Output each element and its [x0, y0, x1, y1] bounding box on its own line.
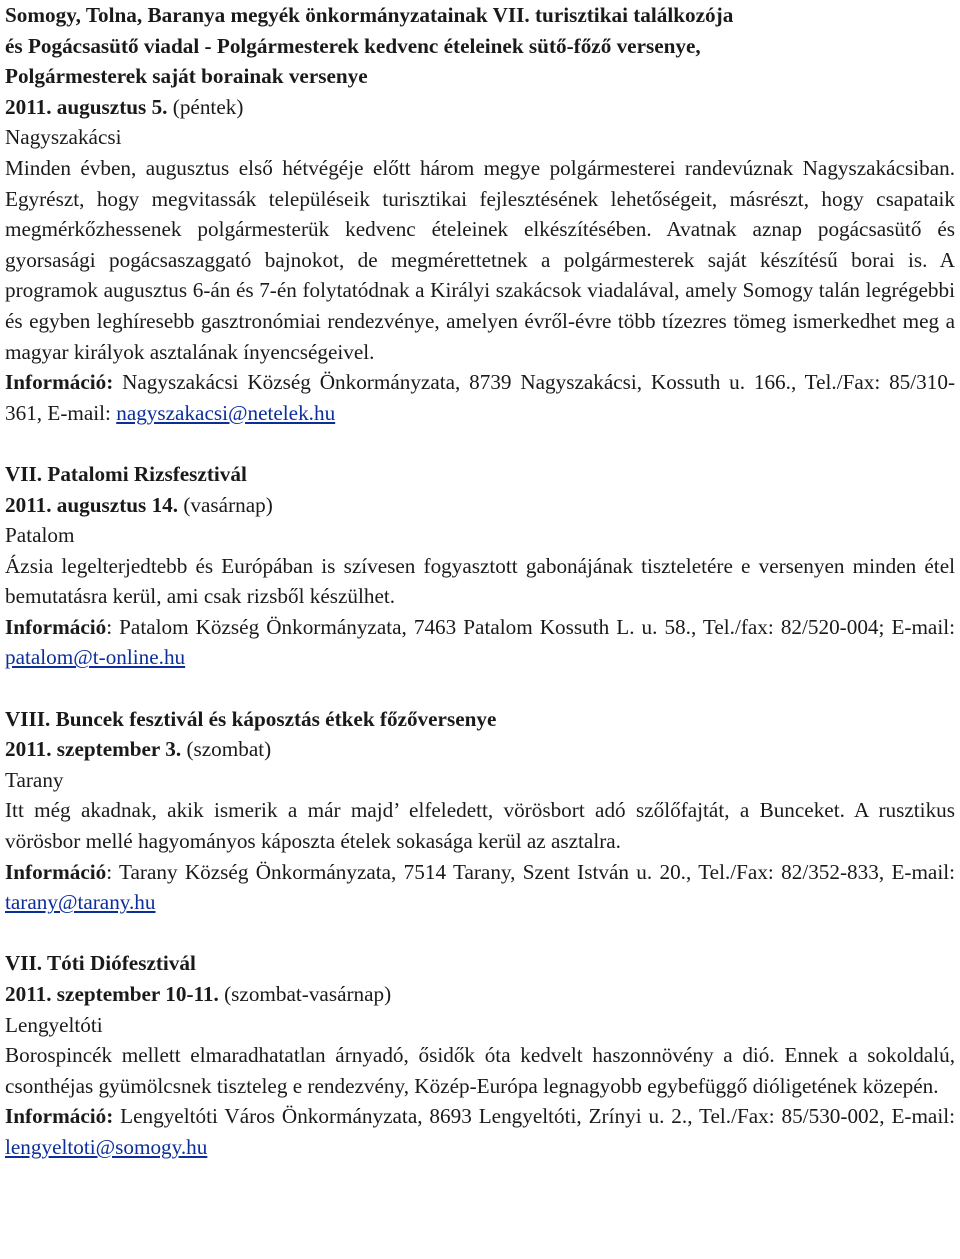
spacer	[5, 918, 955, 949]
event-title: VIII. Buncek fesztivál és káposztás étkek főzőversenye	[5, 706, 497, 731]
event-day: (vasárnap)	[178, 492, 273, 517]
email-link[interactable]: lengyeltoti@somogy.hu	[5, 1134, 208, 1159]
event-day: (péntek)	[167, 94, 244, 119]
event-place: Lengyeltóti	[5, 1012, 103, 1037]
info-label: Információ	[5, 859, 107, 884]
event-date	[5, 734, 955, 765]
event-title: Polgármesterek saját borainak versenye	[5, 64, 368, 89]
email-link[interactable]: nagyszakacsi@netelek.hu	[116, 400, 336, 425]
event-title: VII. Tóti Diófesztivál	[5, 951, 196, 976]
event-date-main: 2011. szeptember 3.	[5, 737, 182, 762]
event-day: (szombat)	[181, 737, 272, 762]
event-place: Tarany	[5, 767, 64, 792]
event-day: (szombat-vasárnap)	[218, 982, 392, 1006]
spacer	[5, 673, 955, 704]
event-info	[5, 857, 955, 918]
event-place: Nagyszakácsi	[5, 125, 122, 150]
event-description: Minden évben, augusztus első hétvégéje előtt három megye polgármesterei randevúznak Nagyszakácsiban. Egyrészt, hogy megvitassák településeik turisztikai fejlesztésének lehetőségeit, másrészt, hogy csapataik megmérkőzhessenek polgármesterük kedvenc ételeinek elkészítésében. Avatnak aznap pogácsasütő és gyorsasági pogácsaszaggató bajnokot, de megmérettetnek a polgármesterek saját készítésű borai is. A programok augusztus 6-án és 7-én folytatódnak a Királyi szakácsok viadalával, amely Somogy talán legrégebbi és egyben leghíresebb gasztronómiai rendezvénye, amelyen évről-évre több tízezres tömeg ismerkedhet meg a magyar királyok asztalának ínyencségeivel.	[5, 155, 955, 364]
event-description: Ázsia legelterjedtebb és Európában is szívesen fogyasztott gabonájának tiszteletére e versenyen minden étel bemutatásra kerül, ami csak rizsből készülhet.	[5, 553, 955, 609]
event-date-main: 2011. szeptember 10-11.	[5, 982, 219, 1006]
spacer	[5, 428, 955, 459]
info-label: Információ:	[5, 370, 114, 395]
event-title: és Pogácsasütő viadal - Polgármesterek kedvenc ételeinek sütő-főző versenye,	[5, 33, 701, 58]
event-date	[5, 490, 955, 521]
info-label: Információ	[5, 614, 107, 639]
info-text: Nagyszakácsi Község Önkormányzata, 8739 Nagyszakácsi, Kossuth u. 166., Tel./Fax: 85/310-361, E-mail:	[5, 370, 955, 425]
event-title: Somogy, Tolna, Baranya megyék önkormányzatainak VII. turisztikai találkozója	[5, 3, 734, 27]
event-info	[5, 1101, 955, 1162]
info-text: : Tarany Község Önkormányzata, 7514 Tarany, Szent István u. 20., Tel./Fax: 82/352-833, E-mail:	[106, 859, 955, 884]
event-lengyeltoti	[5, 948, 955, 1162]
event-nagyszakacsi	[5, 0, 955, 428]
info-text: : Patalom Község Önkormányzata, 7463 Patalom Kossuth L. u. 58., Tel./fax: 82/520-004; E-mail:	[106, 614, 955, 639]
event-description: Borospincék mellett elmaradhatatlan árnyadó, ősidők óta kedvelt haszonnövény a dió. Ennek a sokoldalú, csonthéjas gyümölcsnek tiszteleg e rendezvény, Közép-Európa legnagyobb egybefüggő dióligetének közepén.	[5, 1043, 955, 1098]
event-date	[5, 92, 955, 123]
event-patalom	[5, 459, 955, 673]
email-link[interactable]: tarany@tarany.hu	[5, 890, 156, 915]
email-link[interactable]: patalom@t-online.hu	[5, 645, 186, 670]
event-date-main: 2011. augusztus 14.	[5, 492, 179, 517]
info-label: Információ:	[5, 1104, 114, 1129]
event-info	[5, 367, 955, 428]
event-title: VII. Patalomi Rizsfesztivál	[5, 461, 247, 486]
event-info	[5, 612, 955, 673]
event-description: Itt még akadnak, akik ismerik a már majd’ elfeledett, vörösbort adó szőlőfajtát, a Bunceket. A rusztikus vörösbor mellé hagyományos káposzta ételek sokasága kerül az asztalra.	[5, 798, 955, 854]
event-tarany	[5, 704, 955, 918]
event-date	[5, 979, 955, 1010]
event-date-main: 2011. augusztus 5.	[5, 94, 168, 119]
event-place: Patalom	[5, 523, 75, 548]
info-text: Lengyeltóti Város Önkormányzata, 8693 Lengyeltóti, Zrínyi u. 2., Tel./Fax: 85/530-002, E-mail:	[113, 1104, 955, 1129]
